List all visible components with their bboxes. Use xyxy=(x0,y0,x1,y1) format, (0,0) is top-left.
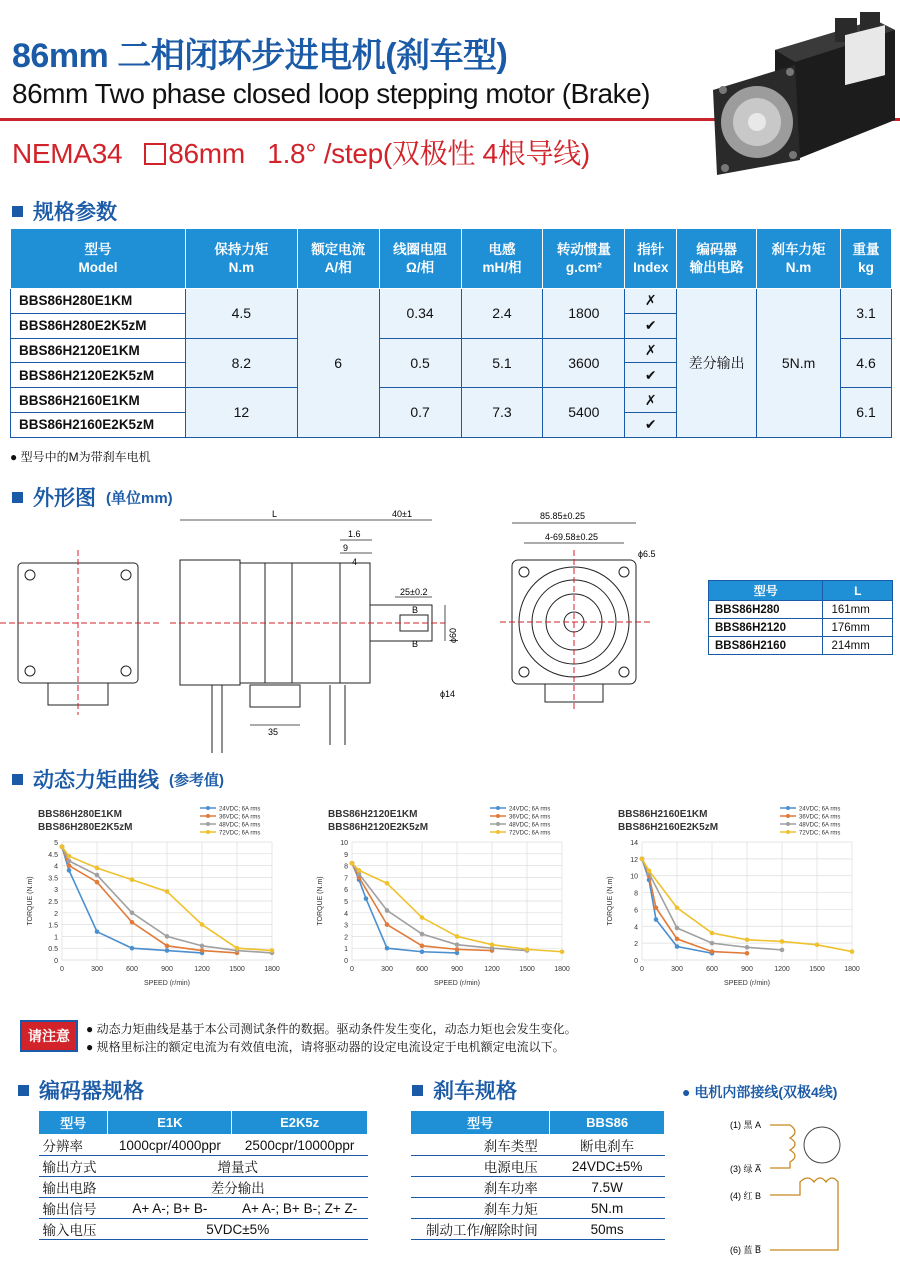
x-tick-label: 1500 xyxy=(229,966,245,973)
table-row: BBS86H2120 176mm xyxy=(709,619,893,637)
table-row: 型号 E1K E2K5z xyxy=(39,1111,368,1135)
col-torque: 保持力矩 N.m xyxy=(185,229,297,289)
dim-9: 9 xyxy=(343,543,349,553)
col-current: 额定电流 A/相 xyxy=(297,229,379,289)
table-row: 输出电路 差分输出 xyxy=(39,1177,368,1198)
table-row: BBS86H280E2K5zM ✔ xyxy=(11,313,892,338)
dim-b1: B xyxy=(412,605,419,615)
x-tick-label: 1200 xyxy=(484,966,500,973)
table-row: 制动工作/解除时间 50ms xyxy=(411,1219,665,1240)
x-tick-label: 0 xyxy=(350,966,354,973)
data-point xyxy=(95,866,100,871)
x-tick-label: 300 xyxy=(381,966,393,973)
wiring-title: ● 电机内部接线(双极4线) xyxy=(682,1084,838,1100)
encoder-section-title: 编码器规格 xyxy=(18,1075,144,1105)
y-tick-label: 5 xyxy=(344,899,348,906)
rotor-icon xyxy=(804,1127,840,1163)
y-tick-label: 8 xyxy=(344,863,348,871)
spec-section-title: 规格参数 xyxy=(12,196,117,226)
data-point xyxy=(654,905,659,910)
data-point xyxy=(235,946,240,951)
notice-line-1: ● 动态力矩曲线是基于本公司测试条件的数据。驱动条件发生变化，动态力矩也会发生变化。 xyxy=(86,1022,577,1036)
index-mark: ✔ xyxy=(625,412,677,437)
data-point xyxy=(780,948,785,953)
x-tick-label: 0 xyxy=(60,966,64,973)
x-tick-label: 1200 xyxy=(774,966,790,973)
x-tick-label: 300 xyxy=(671,966,683,973)
data-point xyxy=(350,861,355,866)
data-point xyxy=(60,844,65,849)
data-point xyxy=(385,881,390,886)
title-en: 86mm Two phase closed loop stepping motor (Brake) xyxy=(12,78,650,109)
y-tick-label: 4 xyxy=(344,910,348,918)
back-centerlines xyxy=(0,550,160,715)
y-tick-label: 7 xyxy=(344,875,348,883)
data-point xyxy=(675,944,680,949)
wiring-diagram xyxy=(730,1110,890,1260)
data-point xyxy=(200,944,205,949)
col-inductance: 电感 mH/相 xyxy=(461,229,543,289)
data-point xyxy=(710,949,715,954)
dim-phi6-5: ϕ6.5 xyxy=(638,549,656,559)
legend-marker xyxy=(496,806,500,810)
data-point xyxy=(710,941,715,946)
size: 86mm xyxy=(168,138,245,169)
y-axis-label: TORQUE (N.m) xyxy=(317,876,324,926)
dim-35: 35 xyxy=(268,727,279,737)
torque-chart-1 xyxy=(10,800,300,990)
table-row: 型号 BBS86 xyxy=(411,1111,665,1135)
y-tick-label: 6 xyxy=(634,907,638,915)
bullet-icon xyxy=(18,1085,29,1096)
col-weight: 重量 kg xyxy=(841,229,892,289)
data-point xyxy=(165,948,170,953)
torque-chart-3 xyxy=(590,800,880,990)
legend-label: 36VDC; 6A rms xyxy=(509,814,551,821)
data-point xyxy=(270,948,275,953)
legend-marker xyxy=(496,822,500,826)
col-brake: 刹车力矩 N.m xyxy=(757,229,841,289)
y-tick-label: 2 xyxy=(634,941,638,949)
legend-label: 24VDC; 6A rms xyxy=(799,806,841,813)
data-point xyxy=(420,949,425,954)
col-encoder: 编码器 输出电路 xyxy=(677,229,757,289)
data-point xyxy=(385,922,390,927)
motor-photo xyxy=(705,10,895,180)
x-axis-label: SPEED (r/min) xyxy=(144,980,190,987)
table-row: BBS86H2160 214mm xyxy=(709,637,893,655)
col-inertia: 转动惯量 g.cm² xyxy=(543,229,625,289)
table-row: BBS86H280E1KM 4.5 6 0.34 2.4 1800 ✗ 差分输出 5N.m 3.1 xyxy=(11,289,892,314)
data-point xyxy=(815,943,820,948)
data-point xyxy=(95,873,100,878)
chart-title: BBS86H2160E1KM xyxy=(618,809,708,820)
table-row: 刹车类型 断电刹车 xyxy=(411,1135,665,1156)
data-point xyxy=(130,920,135,925)
table-row: 刹车功率 7.5W xyxy=(411,1177,665,1198)
x-tick-label: 600 xyxy=(416,966,428,973)
y-axis-label: TORQUE (N.m) xyxy=(27,876,34,926)
data-point xyxy=(525,947,530,952)
legend-label: 36VDC; 6A rms xyxy=(799,814,841,821)
y-tick-label: 2.5 xyxy=(48,899,58,906)
y-tick-label: 1 xyxy=(344,946,348,954)
x-tick-label: 900 xyxy=(451,966,463,973)
x-tick-label: 900 xyxy=(741,966,753,973)
spec-header-row xyxy=(11,229,892,289)
side-view xyxy=(180,560,432,753)
y-tick-label: 9 xyxy=(344,851,348,859)
chart-title: BBS86H280E2K5zM xyxy=(38,822,133,833)
wire-b-bar: (6) 蓝 B̅ xyxy=(730,1245,762,1255)
curve-section-title: 动态力矩曲线 (参考值) xyxy=(12,764,224,794)
col-model: 型号 Model xyxy=(11,229,186,289)
chart-title: BBS86H2120E2K5zM xyxy=(328,822,429,833)
data-point xyxy=(675,905,680,910)
dim-85: 85.85±0.25 xyxy=(540,511,585,521)
coil-a xyxy=(770,1125,795,1168)
y-tick-label: 0.5 xyxy=(48,946,58,954)
y-tick-label: 6 xyxy=(344,887,348,895)
front-centerlines xyxy=(500,550,650,710)
index-mark: ✔ xyxy=(625,313,677,338)
data-point xyxy=(420,932,425,937)
dim-40: 40±1 xyxy=(392,509,412,519)
x-tick-label: 1800 xyxy=(264,966,280,973)
brake-section-title: 刹车规格 xyxy=(412,1075,517,1105)
coil-b xyxy=(770,1178,838,1250)
x-axis-label: SPEED (r/min) xyxy=(434,980,480,987)
table-row: BBS86H2160E2K5zM ✔ xyxy=(11,412,892,437)
data-point xyxy=(745,937,750,942)
legend-marker xyxy=(206,814,210,818)
dim-1-6: 1.6 xyxy=(348,529,361,539)
data-point xyxy=(165,934,170,939)
legend-marker xyxy=(786,822,790,826)
y-axis-label: TORQUE (N.m) xyxy=(607,876,614,926)
legend-marker xyxy=(786,830,790,834)
y-tick-label: 10 xyxy=(630,873,638,881)
legend-marker xyxy=(786,806,790,810)
title-cn: 86mm 二相闭环步进电机(刹车型) xyxy=(12,37,508,75)
data-point xyxy=(200,922,205,927)
index-mark: ✗ xyxy=(625,289,677,314)
dim-69: 4-69.58±0.25 xyxy=(545,532,598,542)
table-row: BBS86H2120E2K5zM ✔ xyxy=(11,363,892,388)
table-row: 分辨率 1000cpr/4000ppr 2500cpr/10000ppr xyxy=(39,1135,368,1156)
table-row: 型号 L xyxy=(709,581,893,601)
x-tick-label: 1800 xyxy=(844,966,860,973)
dim-phi14: ϕ14 xyxy=(440,689,456,699)
dim-b2: B xyxy=(412,639,419,649)
index-mark: ✗ xyxy=(625,338,677,363)
index-mark: ✗ xyxy=(625,388,677,413)
chart-title: BBS86H2160E2K5zM xyxy=(618,822,719,833)
legend-label: 72VDC; 6A rms xyxy=(799,830,841,837)
drawing-section-title: 外形图 (单位mm) xyxy=(12,482,173,512)
data-point xyxy=(850,949,855,954)
series-line xyxy=(352,863,527,950)
y-tick-label: 10 xyxy=(340,840,348,847)
y-tick-label: 3 xyxy=(54,887,58,895)
table-row: BBS86H280 161mm xyxy=(709,601,893,619)
y-tick-label: 4 xyxy=(54,863,58,871)
series-line xyxy=(642,859,747,953)
x-tick-label: 0 xyxy=(640,966,644,973)
table-row: 输入电压 5VDC±5% xyxy=(39,1219,368,1240)
spec-note: ● 型号中的M为带刹车电机 xyxy=(10,450,151,464)
torque-chart-2 xyxy=(300,800,590,990)
data-point xyxy=(490,942,495,947)
y-tick-label: 3 xyxy=(344,922,348,930)
col-resistance: 线圈电阻 Ω/相 xyxy=(379,229,461,289)
table-row: BBS86H2160E1KM 12 0.7 7.3 5400 ✗ 6.1 xyxy=(11,388,892,413)
table-row: 刹车力矩 5N.m xyxy=(411,1198,665,1219)
legend-label: 48VDC; 6A rms xyxy=(799,822,841,829)
y-tick-label: 4 xyxy=(634,924,638,932)
legend-marker xyxy=(206,830,210,834)
legend-marker xyxy=(786,814,790,818)
data-point xyxy=(385,908,390,913)
data-point xyxy=(95,929,100,934)
data-point xyxy=(675,926,680,931)
notice-line-2: ● 规格里标注的额定电流为有效值电流，请将驱动器的设定电流设定于电机额定电流以下。 xyxy=(86,1040,565,1054)
series-line xyxy=(62,847,237,953)
square-icon xyxy=(144,143,166,165)
data-point xyxy=(67,854,72,859)
data-point xyxy=(200,948,205,953)
nema: NEMA34 xyxy=(12,138,123,169)
x-tick-label: 1800 xyxy=(554,966,570,973)
bullet-icon xyxy=(12,774,23,785)
y-tick-label: 4.5 xyxy=(48,851,58,859)
y-tick-label: 0 xyxy=(634,958,638,965)
legend-marker xyxy=(206,822,210,826)
data-point xyxy=(455,934,460,939)
brake-table xyxy=(410,1110,665,1240)
legend-marker xyxy=(496,830,500,834)
table-row: 电源电压 24VDC±5% xyxy=(411,1156,665,1177)
data-point xyxy=(165,944,170,949)
bullet-icon xyxy=(412,1085,423,1096)
data-point xyxy=(130,911,135,916)
notice-label: 请注意 xyxy=(20,1020,78,1052)
bullet-icon xyxy=(12,206,23,217)
data-point xyxy=(165,889,170,894)
legend-label: 24VDC; 6A rms xyxy=(219,806,261,813)
data-point xyxy=(95,880,100,885)
chart-title: BBS86H280E1KM xyxy=(38,809,122,820)
data-point xyxy=(745,951,750,956)
data-point xyxy=(780,939,785,944)
legend-label: 48VDC; 6A rms xyxy=(509,822,551,829)
x-tick-label: 900 xyxy=(161,966,173,973)
y-tick-label: 8 xyxy=(634,890,638,898)
y-tick-label: 0 xyxy=(54,958,58,965)
x-tick-label: 600 xyxy=(126,966,138,973)
dim-phi60: ϕ60 xyxy=(448,627,458,643)
y-tick-label: 1.5 xyxy=(48,922,58,930)
data-point xyxy=(654,917,659,922)
table-row: 输出信号 A+ A-; B+ B- A+ A-; B+ B-; Z+ Z- xyxy=(39,1198,368,1219)
data-point xyxy=(640,857,645,862)
wire-a: (1) 黑 A xyxy=(730,1120,762,1130)
y-tick-label: 5 xyxy=(54,840,58,847)
y-tick-label: 2 xyxy=(344,934,348,942)
y-tick-label: 12 xyxy=(630,856,638,864)
y-tick-label: 1 xyxy=(54,934,58,942)
data-point xyxy=(675,937,680,942)
legend-label: 72VDC; 6A rms xyxy=(509,830,551,837)
data-point xyxy=(364,896,369,901)
legend-label: 36VDC; 6A rms xyxy=(219,814,261,821)
chart-title: BBS86H2120E1KM xyxy=(328,809,418,820)
data-point xyxy=(455,947,460,952)
data-point xyxy=(455,942,460,947)
data-point xyxy=(357,868,362,873)
data-point xyxy=(385,946,390,951)
index-mark: ✔ xyxy=(625,363,677,388)
wire-a-bar: (3) 绿 A̅ xyxy=(730,1164,762,1174)
data-point xyxy=(130,877,135,882)
y-tick-label: 3.5 xyxy=(48,875,58,883)
x-axis-label: SPEED (r/min) xyxy=(724,980,770,987)
table-row: 输出方式 增量式 xyxy=(39,1156,368,1177)
data-point xyxy=(67,863,72,868)
col-index: 指针 Index xyxy=(625,229,677,289)
legend-label: 72VDC; 6A rms xyxy=(219,830,261,837)
bullet-icon xyxy=(12,492,23,503)
subtitle xyxy=(12,132,590,172)
legend-label: 24VDC; 6A rms xyxy=(509,806,551,813)
x-tick-label: 600 xyxy=(706,966,718,973)
legend-label: 48VDC; 6A rms xyxy=(219,822,261,829)
y-tick-label: 14 xyxy=(630,840,638,847)
y-tick-label: 2 xyxy=(54,910,58,918)
x-tick-label: 300 xyxy=(91,966,103,973)
data-point xyxy=(67,868,72,873)
step: 1.8° /step(双极性 4根导线) xyxy=(267,138,590,169)
wire-b: (4) 红 B xyxy=(730,1191,762,1201)
y-tick-label: 0 xyxy=(344,958,348,965)
dim-4: 4 xyxy=(352,557,358,567)
x-tick-label: 1500 xyxy=(809,966,825,973)
length-table xyxy=(708,580,893,655)
legend-marker xyxy=(206,806,210,810)
data-point xyxy=(130,946,135,951)
data-point xyxy=(647,868,652,873)
dim-25: 25±0.2 xyxy=(400,587,428,597)
x-tick-label: 1200 xyxy=(194,966,210,973)
data-point xyxy=(710,931,715,936)
data-point xyxy=(67,859,72,864)
dim-L: L xyxy=(272,509,278,519)
spec-table xyxy=(10,228,892,438)
data-point xyxy=(560,949,565,954)
data-point xyxy=(745,945,750,950)
x-tick-label: 1500 xyxy=(519,966,535,973)
data-point xyxy=(420,915,425,920)
encoder-table xyxy=(38,1110,368,1240)
legend-marker xyxy=(496,814,500,818)
table-row: BBS86H2120E1KM 8.2 0.5 5.1 3600 ✗ 4.6 xyxy=(11,338,892,363)
data-point xyxy=(420,944,425,949)
